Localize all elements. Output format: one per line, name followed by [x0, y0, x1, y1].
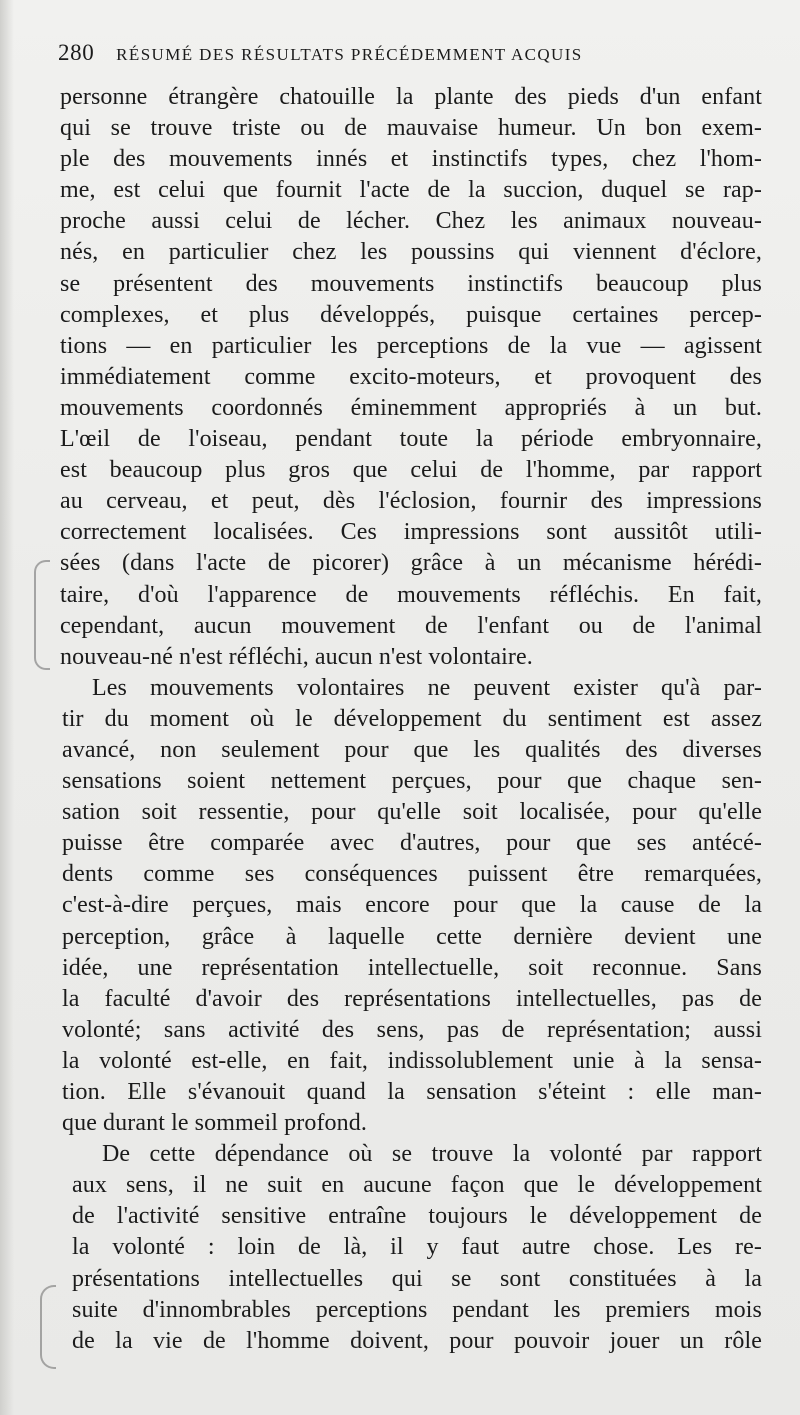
text-line: la volonté : loin de là, il y faut autre chose. Les re-	[72, 1234, 762, 1261]
text-line: cependant, aucun mouvement de l'enfant ou de l'animal	[60, 612, 762, 639]
text-line: avancé, non seulement pour que les qualités des diverses	[62, 736, 762, 763]
text-line: L'œil de l'oiseau, pendant toute la période embryonnaire,	[60, 426, 762, 453]
text-line: dents comme ses conséquences puissent être remarquées,	[62, 861, 762, 888]
text-line: perception, grâce à laquelle cette dernière devient une	[62, 923, 762, 950]
text-line: se présentent des mouvements instinctifs beaucoup plus	[60, 270, 762, 297]
text-line: aux sens, il ne suit en aucune façon que le développement	[72, 1172, 762, 1199]
page-header	[58, 40, 758, 72]
page-number: 280	[58, 40, 95, 65]
text-line: ple des mouvements innés et instinctifs types, chez l'hom-	[60, 146, 762, 173]
text-line: mouvements coordonnés éminemment appropriés à un but.	[60, 394, 762, 421]
paragraph	[60, 82, 762, 673]
text-line: complexes, et plus développés, puisque certaines percep-	[60, 301, 762, 328]
text-line: taire, d'où l'apparence de mouvements réfléchis. En fait,	[60, 581, 762, 608]
text-line: nouveau-né n'est réfléchi, aucun n'est volontaire.	[60, 643, 533, 670]
paragraph	[60, 673, 762, 1139]
margin-pencil-bracket	[40, 1285, 56, 1369]
text-line: correctement localisées. Ces impressions sont aussitôt utili-	[60, 519, 762, 546]
text-line: au cerveau, et peut, dès l'éclosion, fournir des impressions	[60, 488, 762, 515]
page-edge-shadow	[0, 0, 14, 1415]
body-text	[60, 82, 762, 1357]
text-line: suite d'innombrables perceptions pendant les premiers mois	[72, 1296, 762, 1323]
text-line: proche aussi celui de lécher. Chez les animaux nouveau-	[60, 208, 762, 235]
text-line: Les mouvements volontaires ne peuvent exister qu'à par-	[92, 674, 762, 701]
margin-pencil-bracket	[34, 560, 50, 670]
text-line: volonté; sans activité des sens, pas de représentation; aussi	[62, 1016, 762, 1043]
text-line: me, est celui que fournit l'acte de la succion, duquel se rap-	[60, 177, 762, 204]
text-line: c'est-à-dire perçues, mais encore pour que la cause de la	[62, 892, 762, 919]
text-line: puisse être comparée avec d'autres, pour que ses antécé-	[62, 830, 762, 857]
text-line: est beaucoup plus gros que celui de l'homme, par rapport	[60, 457, 762, 484]
text-line: présentations intellectuelles qui se sont constituées à la	[72, 1265, 762, 1292]
text-line: de la vie de l'homme doivent, pour pouvoir jouer un rôle	[72, 1327, 762, 1354]
paragraph	[60, 1139, 762, 1357]
text-line: nés, en particulier chez les poussins qui viennent d'éclore,	[60, 239, 762, 266]
text-line: personne étrangère chatouille la plante des pieds d'un enfant	[60, 84, 762, 110]
text-line: idée, une représentation intellectuelle, soit reconnue. Sans	[62, 954, 762, 981]
text-line: immédiatement comme excito-moteurs, et provoquent des	[60, 363, 762, 390]
text-line: sensations soient nettement perçues, pour que chaque sen-	[62, 768, 762, 795]
text-line: tion. Elle s'évanouit quand la sensation s'éteint : elle man-	[62, 1079, 762, 1105]
text-line: tir du moment où le développement du sentiment est assez	[62, 705, 762, 732]
text-line: sées (dans l'acte de picorer) grâce à un mécanisme hérédi-	[60, 550, 762, 577]
text-line: que durant le sommeil profond.	[62, 1110, 367, 1137]
text-line: sation soit ressentie, pour qu'elle soit localisée, pour qu'elle	[62, 799, 762, 826]
text-line: tions — en particulier les perceptions de la vue — agissent	[60, 332, 762, 359]
text-line: la faculté d'avoir des représentations intellectuelles, pas de	[62, 985, 762, 1012]
running-title: RÉSUMÉ DES RÉSULTATS PRÉCÉDEMMENT ACQUIS	[116, 45, 583, 64]
text-line: la volonté est-elle, en fait, indissolublement unie à la sensa-	[62, 1047, 762, 1074]
text-line: de l'activité sensitive entraîne toujours le développement de	[72, 1203, 762, 1230]
text-line: qui se trouve triste ou de mauvaise humeur. Un bon exem-	[60, 115, 762, 142]
text-line: De cette dépendance où se trouve la volonté par rapport	[102, 1141, 762, 1168]
